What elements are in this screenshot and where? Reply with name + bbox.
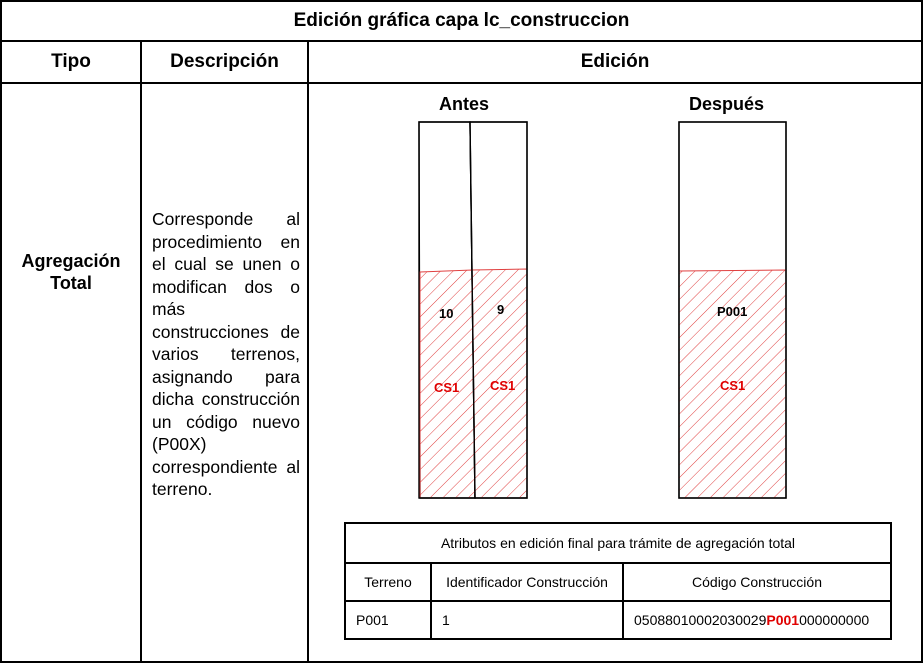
codigo-prefix: 05088010002030029 — [634, 612, 767, 628]
despues-label-cs1: CS1 — [720, 378, 746, 393]
table-row — [345, 601, 891, 639]
codigo-suffix: 000000000 — [799, 612, 870, 628]
header-tipo: Tipo — [0, 40, 142, 84]
cell-terreno: P001 — [345, 601, 431, 639]
column-header-terreno: Terreno — [345, 563, 431, 601]
descripcion-cell — [140, 82, 309, 663]
antes-label-9: 9 — [497, 302, 505, 317]
antes-label-10: 10 — [439, 306, 454, 321]
despues-title: Después — [689, 94, 765, 114]
column-header-identificador: Identificador Construcción — [431, 563, 623, 601]
tipo-cell — [0, 82, 142, 663]
cell-identificador: 1 — [431, 601, 623, 639]
attributes-table-caption: Atributos en edición final para trámite de agregación total — [345, 523, 891, 563]
cell-codigo — [623, 601, 891, 639]
header-edicion: Edición — [307, 40, 923, 84]
antes-label-cs1-left: CS1 — [434, 380, 460, 395]
edicion-cell — [307, 82, 923, 663]
parcel-diagram — [309, 84, 921, 514]
table-title: Edición gráfica capa lc_construccion — [0, 0, 923, 42]
descripcion-text: Corresponde al procedimiento en el cual se unen o modifican dos o más construcciones de varios terrenos, asignando para dicha construcción un código nuevo (P00X) correspondiente al terreno. — [152, 209, 300, 499]
antes-title: Antes — [439, 94, 490, 114]
tipo-label: Agregación Total — [21, 251, 121, 293]
header-descripcion: Descripción — [140, 40, 309, 84]
antes-label-cs1-right: CS1 — [490, 378, 516, 393]
despues-label-p001: P001 — [717, 304, 748, 319]
attributes-table — [344, 522, 892, 640]
column-header-codigo: Código Construcción — [623, 563, 891, 601]
codigo-highlight: P001 — [766, 612, 800, 628]
